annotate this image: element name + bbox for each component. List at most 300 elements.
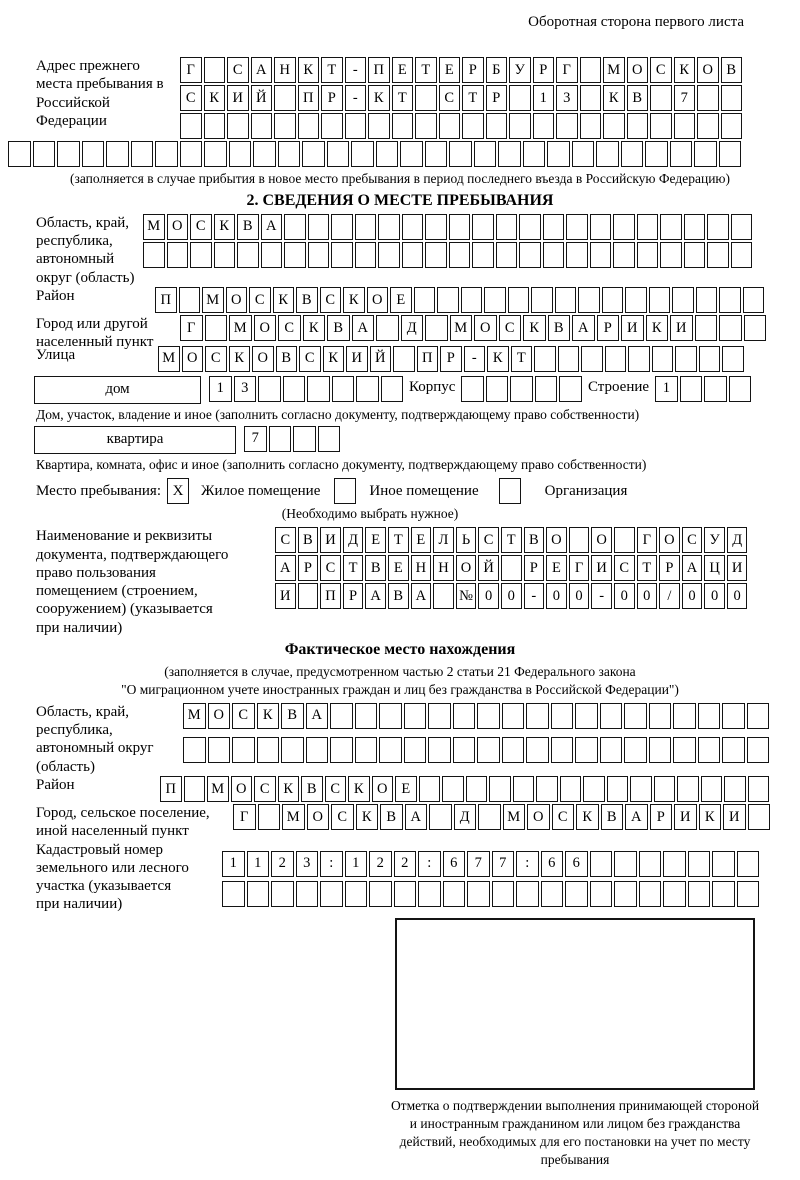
char-cell[interactable] [345, 113, 367, 139]
char-cell[interactable]: Г [637, 527, 658, 553]
char-cell[interactable] [331, 214, 353, 240]
char-cell[interactable] [531, 287, 553, 313]
char-cell[interactable]: 0 [614, 583, 635, 609]
char-cell[interactable]: С [439, 85, 461, 111]
char-cell[interactable]: И [621, 315, 644, 341]
char-cell[interactable] [308, 242, 330, 268]
char-cell[interactable]: Т [462, 85, 484, 111]
char-cell[interactable] [492, 881, 515, 907]
char-cell[interactable]: И [346, 346, 368, 372]
char-cell[interactable]: : [418, 851, 441, 877]
char-cell[interactable]: Т [415, 57, 437, 83]
char-cell[interactable]: П [160, 776, 182, 802]
char-cell[interactable] [404, 737, 427, 763]
char-cell[interactable] [269, 426, 292, 452]
residence-type-checkbox-zhiloe[interactable]: X [167, 478, 189, 504]
char-cell[interactable]: 7 [467, 851, 490, 877]
char-cell[interactable] [729, 376, 752, 402]
char-cell[interactable] [649, 737, 672, 763]
char-cell[interactable] [331, 242, 353, 268]
char-cell[interactable]: А [275, 555, 296, 581]
char-cell[interactable] [688, 881, 711, 907]
char-cell[interactable]: С [249, 287, 271, 313]
char-cell[interactable]: Н [411, 555, 432, 581]
char-cell[interactable] [247, 881, 270, 907]
char-cell[interactable] [428, 737, 451, 763]
char-cell[interactable]: Й [251, 85, 273, 111]
char-cell[interactable]: 1 [533, 85, 555, 111]
char-cell[interactable] [569, 527, 590, 553]
char-cell[interactable] [684, 242, 706, 268]
char-cell[interactable] [516, 881, 539, 907]
char-cell[interactable]: О [367, 287, 389, 313]
char-cell[interactable] [519, 214, 541, 240]
char-cell[interactable] [425, 315, 448, 341]
char-cell[interactable] [688, 851, 711, 877]
char-cell[interactable]: П [368, 57, 390, 83]
char-cell[interactable]: О [474, 315, 497, 341]
char-cell[interactable] [222, 881, 245, 907]
char-cell[interactable] [575, 737, 598, 763]
char-cell[interactable] [237, 242, 259, 268]
residence-type-checkbox-inoe[interactable] [334, 478, 356, 504]
char-cell[interactable]: 7 [244, 426, 267, 452]
char-cell[interactable]: В [296, 287, 318, 313]
char-cell[interactable]: А [411, 583, 432, 609]
char-cell[interactable] [583, 776, 605, 802]
char-cell[interactable] [697, 85, 719, 111]
char-cell[interactable] [400, 141, 423, 167]
char-cell[interactable]: Й [478, 555, 499, 581]
char-cell[interactable] [205, 315, 228, 341]
char-cell[interactable]: К [257, 703, 280, 729]
char-cell[interactable]: И [723, 804, 746, 830]
char-cell[interactable] [261, 242, 283, 268]
char-cell[interactable]: Д [727, 527, 748, 553]
char-cell[interactable]: 1 [209, 376, 232, 402]
char-cell[interactable] [214, 242, 236, 268]
char-cell[interactable] [143, 242, 165, 268]
char-cell[interactable]: Т [321, 57, 343, 83]
char-cell[interactable] [425, 214, 447, 240]
char-cell[interactable] [523, 141, 546, 167]
char-cell[interactable]: : [516, 851, 539, 877]
char-cell[interactable] [428, 703, 451, 729]
char-cell[interactable]: О [456, 555, 477, 581]
char-cell[interactable]: О [167, 214, 189, 240]
char-cell[interactable]: С [325, 776, 347, 802]
char-cell[interactable] [624, 703, 647, 729]
char-cell[interactable] [731, 214, 753, 240]
char-cell[interactable] [719, 315, 742, 341]
char-cell[interactable] [293, 426, 316, 452]
char-cell[interactable]: Р [298, 555, 319, 581]
char-cell[interactable]: И [674, 804, 697, 830]
char-cell[interactable] [433, 583, 454, 609]
char-cell[interactable]: С [227, 57, 249, 83]
char-cell[interactable] [442, 776, 464, 802]
char-cell[interactable] [663, 851, 686, 877]
char-cell[interactable] [547, 141, 570, 167]
char-cell[interactable] [560, 776, 582, 802]
char-cell[interactable]: Г [569, 555, 590, 581]
char-cell[interactable]: Р [462, 57, 484, 83]
char-cell[interactable] [167, 242, 189, 268]
char-cell[interactable]: Р [533, 57, 555, 83]
char-cell[interactable] [673, 703, 696, 729]
char-cell[interactable]: 6 [541, 851, 564, 877]
char-cell[interactable] [566, 242, 588, 268]
char-cell[interactable]: С [650, 57, 672, 83]
char-cell[interactable] [684, 214, 706, 240]
char-cell[interactable]: 0 [569, 583, 590, 609]
char-cell[interactable] [258, 376, 281, 402]
char-cell[interactable] [496, 214, 518, 240]
char-cell[interactable] [355, 703, 378, 729]
char-cell[interactable] [307, 376, 330, 402]
char-cell[interactable] [318, 426, 341, 452]
char-cell[interactable] [232, 737, 255, 763]
char-cell[interactable]: С [552, 804, 575, 830]
char-cell[interactable] [298, 113, 320, 139]
char-cell[interactable]: О [372, 776, 394, 802]
char-cell[interactable] [453, 737, 476, 763]
char-cell[interactable] [278, 141, 301, 167]
char-cell[interactable] [419, 776, 441, 802]
char-cell[interactable] [296, 881, 319, 907]
char-cell[interactable] [378, 242, 400, 268]
char-cell[interactable] [649, 287, 671, 313]
char-cell[interactable]: Р [659, 555, 680, 581]
char-cell[interactable]: Л [433, 527, 454, 553]
char-cell[interactable]: К [356, 804, 379, 830]
char-cell[interactable] [381, 376, 404, 402]
char-cell[interactable] [155, 141, 178, 167]
char-cell[interactable] [680, 376, 703, 402]
char-cell[interactable]: Р [440, 346, 462, 372]
char-cell[interactable] [204, 113, 226, 139]
char-cell[interactable] [558, 346, 580, 372]
char-cell[interactable]: А [625, 804, 648, 830]
char-cell[interactable]: 1 [247, 851, 270, 877]
char-cell[interactable] [257, 737, 280, 763]
char-cell[interactable]: С [254, 776, 276, 802]
char-cell[interactable] [57, 141, 80, 167]
char-cell[interactable] [724, 776, 746, 802]
char-cell[interactable] [580, 113, 602, 139]
char-cell[interactable] [509, 85, 531, 111]
char-cell[interactable] [183, 737, 206, 763]
char-cell[interactable]: К [487, 346, 509, 372]
char-cell[interactable]: А [572, 315, 595, 341]
char-cell[interactable] [449, 141, 472, 167]
residence-type-checkbox-org[interactable] [499, 478, 521, 504]
char-cell[interactable]: - [345, 57, 367, 83]
char-cell[interactable]: В [601, 804, 624, 830]
char-cell[interactable] [534, 346, 556, 372]
char-cell[interactable] [376, 315, 399, 341]
char-cell[interactable] [697, 113, 719, 139]
char-cell[interactable] [581, 346, 603, 372]
char-cell[interactable]: К [674, 57, 696, 83]
char-cell[interactable] [613, 242, 635, 268]
char-cell[interactable] [580, 57, 602, 83]
char-cell[interactable] [308, 214, 330, 240]
char-cell[interactable]: Г [233, 804, 256, 830]
char-cell[interactable] [701, 776, 723, 802]
char-cell[interactable]: С [275, 527, 296, 553]
char-cell[interactable]: К [214, 214, 236, 240]
char-cell[interactable] [670, 141, 693, 167]
char-cell[interactable] [590, 214, 612, 240]
char-cell[interactable] [484, 287, 506, 313]
char-cell[interactable]: А [251, 57, 273, 83]
char-cell[interactable] [627, 113, 649, 139]
char-cell[interactable] [719, 141, 742, 167]
char-cell[interactable] [190, 242, 212, 268]
char-cell[interactable]: Р [343, 583, 364, 609]
char-cell[interactable] [320, 881, 343, 907]
char-cell[interactable] [418, 881, 441, 907]
char-cell[interactable] [251, 113, 273, 139]
char-cell[interactable] [392, 113, 414, 139]
char-cell[interactable]: Р [650, 804, 673, 830]
char-cell[interactable] [477, 737, 500, 763]
char-cell[interactable]: С [320, 287, 342, 313]
char-cell[interactable] [645, 141, 668, 167]
char-cell[interactable] [472, 242, 494, 268]
char-cell[interactable] [580, 85, 602, 111]
char-cell[interactable]: Е [439, 57, 461, 83]
char-cell[interactable] [302, 141, 325, 167]
char-cell[interactable] [743, 287, 765, 313]
char-cell[interactable] [429, 804, 452, 830]
char-cell[interactable]: К [273, 287, 295, 313]
char-cell[interactable]: О [254, 315, 277, 341]
char-cell[interactable]: С [682, 527, 703, 553]
char-cell[interactable] [673, 737, 696, 763]
char-cell[interactable] [106, 141, 129, 167]
char-cell[interactable] [535, 376, 558, 402]
char-cell[interactable]: В [721, 57, 743, 83]
char-cell[interactable] [283, 376, 306, 402]
char-cell[interactable] [572, 141, 595, 167]
char-cell[interactable] [590, 851, 613, 877]
char-cell[interactable] [698, 703, 721, 729]
char-cell[interactable] [712, 851, 735, 877]
char-cell[interactable] [82, 141, 105, 167]
char-cell[interactable]: М [503, 804, 526, 830]
char-cell[interactable] [695, 315, 718, 341]
char-cell[interactable]: Т [343, 555, 364, 581]
char-cell[interactable] [258, 804, 281, 830]
char-cell[interactable]: К [204, 85, 226, 111]
char-cell[interactable] [600, 703, 623, 729]
char-cell[interactable] [274, 113, 296, 139]
char-cell[interactable]: И [591, 555, 612, 581]
char-cell[interactable] [639, 851, 662, 877]
char-cell[interactable] [533, 113, 555, 139]
char-cell[interactable]: С [478, 527, 499, 553]
char-cell[interactable]: И [320, 527, 341, 553]
char-cell[interactable] [486, 113, 508, 139]
char-cell[interactable] [674, 113, 696, 139]
char-cell[interactable]: О [659, 527, 680, 553]
char-cell[interactable] [660, 242, 682, 268]
char-cell[interactable]: 1 [345, 851, 368, 877]
char-cell[interactable]: 3 [296, 851, 319, 877]
char-cell[interactable]: О [231, 776, 253, 802]
char-cell[interactable] [543, 242, 565, 268]
char-cell[interactable] [722, 346, 744, 372]
char-cell[interactable] [453, 703, 476, 729]
char-cell[interactable] [184, 776, 206, 802]
char-cell[interactable] [415, 85, 437, 111]
char-cell[interactable] [630, 776, 652, 802]
char-cell[interactable]: : [320, 851, 343, 877]
char-cell[interactable] [437, 287, 459, 313]
char-cell[interactable] [474, 141, 497, 167]
char-cell[interactable] [513, 776, 535, 802]
char-cell[interactable]: Г [556, 57, 578, 83]
char-cell[interactable] [614, 527, 635, 553]
char-cell[interactable] [621, 141, 644, 167]
char-cell[interactable] [298, 583, 319, 609]
char-cell[interactable] [180, 113, 202, 139]
char-cell[interactable] [330, 737, 353, 763]
char-cell[interactable]: 0 [727, 583, 748, 609]
char-cell[interactable] [284, 242, 306, 268]
char-cell[interactable] [486, 376, 509, 402]
char-cell[interactable]: О [226, 287, 248, 313]
char-cell[interactable] [229, 141, 252, 167]
char-cell[interactable]: О [697, 57, 719, 83]
char-cell[interactable] [461, 376, 484, 402]
char-cell[interactable] [402, 242, 424, 268]
char-cell[interactable] [509, 113, 531, 139]
char-cell[interactable] [355, 242, 377, 268]
char-cell[interactable]: К [229, 346, 251, 372]
char-cell[interactable] [281, 737, 304, 763]
char-cell[interactable]: Г [180, 57, 202, 83]
char-cell[interactable]: Д [401, 315, 424, 341]
char-cell[interactable]: Р [597, 315, 620, 341]
char-cell[interactable]: М [282, 804, 305, 830]
char-cell[interactable]: 0 [501, 583, 522, 609]
char-cell[interactable]: М [229, 315, 252, 341]
char-cell[interactable]: П [417, 346, 439, 372]
char-cell[interactable]: И [275, 583, 296, 609]
char-cell[interactable]: Ц [704, 555, 725, 581]
char-cell[interactable] [498, 141, 521, 167]
char-cell[interactable]: К [348, 776, 370, 802]
char-cell[interactable] [637, 214, 659, 240]
char-cell[interactable]: К [699, 804, 722, 830]
char-cell[interactable]: Г [180, 315, 203, 341]
char-cell[interactable] [578, 287, 600, 313]
char-cell[interactable] [462, 113, 484, 139]
char-cell[interactable] [536, 776, 558, 802]
char-cell[interactable]: К [278, 776, 300, 802]
char-cell[interactable] [596, 141, 619, 167]
char-cell[interactable] [393, 346, 415, 372]
char-cell[interactable]: Е [411, 527, 432, 553]
char-cell[interactable] [637, 242, 659, 268]
char-cell[interactable] [472, 214, 494, 240]
char-cell[interactable] [332, 376, 355, 402]
char-cell[interactable] [443, 881, 466, 907]
char-cell[interactable]: 7 [674, 85, 696, 111]
char-cell[interactable] [694, 141, 717, 167]
char-cell[interactable] [731, 242, 753, 268]
char-cell[interactable]: У [704, 527, 725, 553]
char-cell[interactable] [722, 703, 745, 729]
char-cell[interactable]: А [365, 583, 386, 609]
char-cell[interactable] [439, 113, 461, 139]
char-cell[interactable]: 0 [478, 583, 499, 609]
char-cell[interactable] [425, 141, 448, 167]
char-cell[interactable]: И [227, 85, 249, 111]
char-cell[interactable] [227, 113, 249, 139]
char-cell[interactable]: П [298, 85, 320, 111]
char-cell[interactable] [737, 851, 760, 877]
char-cell[interactable]: М [183, 703, 206, 729]
char-cell[interactable] [566, 214, 588, 240]
char-cell[interactable] [355, 737, 378, 763]
char-cell[interactable] [355, 214, 377, 240]
char-cell[interactable] [501, 555, 522, 581]
char-cell[interactable] [660, 214, 682, 240]
char-cell[interactable] [721, 85, 743, 111]
char-cell[interactable]: Т [501, 527, 522, 553]
char-cell[interactable]: В [281, 703, 304, 729]
char-cell[interactable] [179, 287, 201, 313]
char-cell[interactable] [204, 57, 226, 83]
char-cell[interactable] [650, 113, 672, 139]
char-cell[interactable]: С [205, 346, 227, 372]
char-cell[interactable]: О [252, 346, 274, 372]
char-cell[interactable]: И [727, 555, 748, 581]
char-cell[interactable]: 3 [556, 85, 578, 111]
char-cell[interactable] [607, 776, 629, 802]
char-cell[interactable] [394, 881, 417, 907]
char-cell[interactable] [605, 346, 627, 372]
char-cell[interactable] [677, 776, 699, 802]
char-cell[interactable] [575, 703, 598, 729]
char-cell[interactable]: В [380, 804, 403, 830]
char-cell[interactable]: Й [370, 346, 392, 372]
char-cell[interactable] [675, 346, 697, 372]
char-cell[interactable] [551, 737, 574, 763]
char-cell[interactable] [502, 737, 525, 763]
char-cell[interactable] [654, 776, 676, 802]
char-cell[interactable]: 2 [369, 851, 392, 877]
char-cell[interactable] [208, 737, 231, 763]
char-cell[interactable]: К [343, 287, 365, 313]
char-cell[interactable] [748, 776, 770, 802]
char-cell[interactable] [543, 214, 565, 240]
char-cell[interactable] [737, 881, 760, 907]
char-cell[interactable] [356, 376, 379, 402]
char-cell[interactable]: 0 [637, 583, 658, 609]
char-cell[interactable]: Р [486, 85, 508, 111]
char-cell[interactable]: - [345, 85, 367, 111]
char-cell[interactable] [526, 703, 549, 729]
char-cell[interactable] [306, 737, 329, 763]
char-cell[interactable]: С [278, 315, 301, 341]
char-cell[interactable]: В [365, 555, 386, 581]
char-cell[interactable]: Р [524, 555, 545, 581]
